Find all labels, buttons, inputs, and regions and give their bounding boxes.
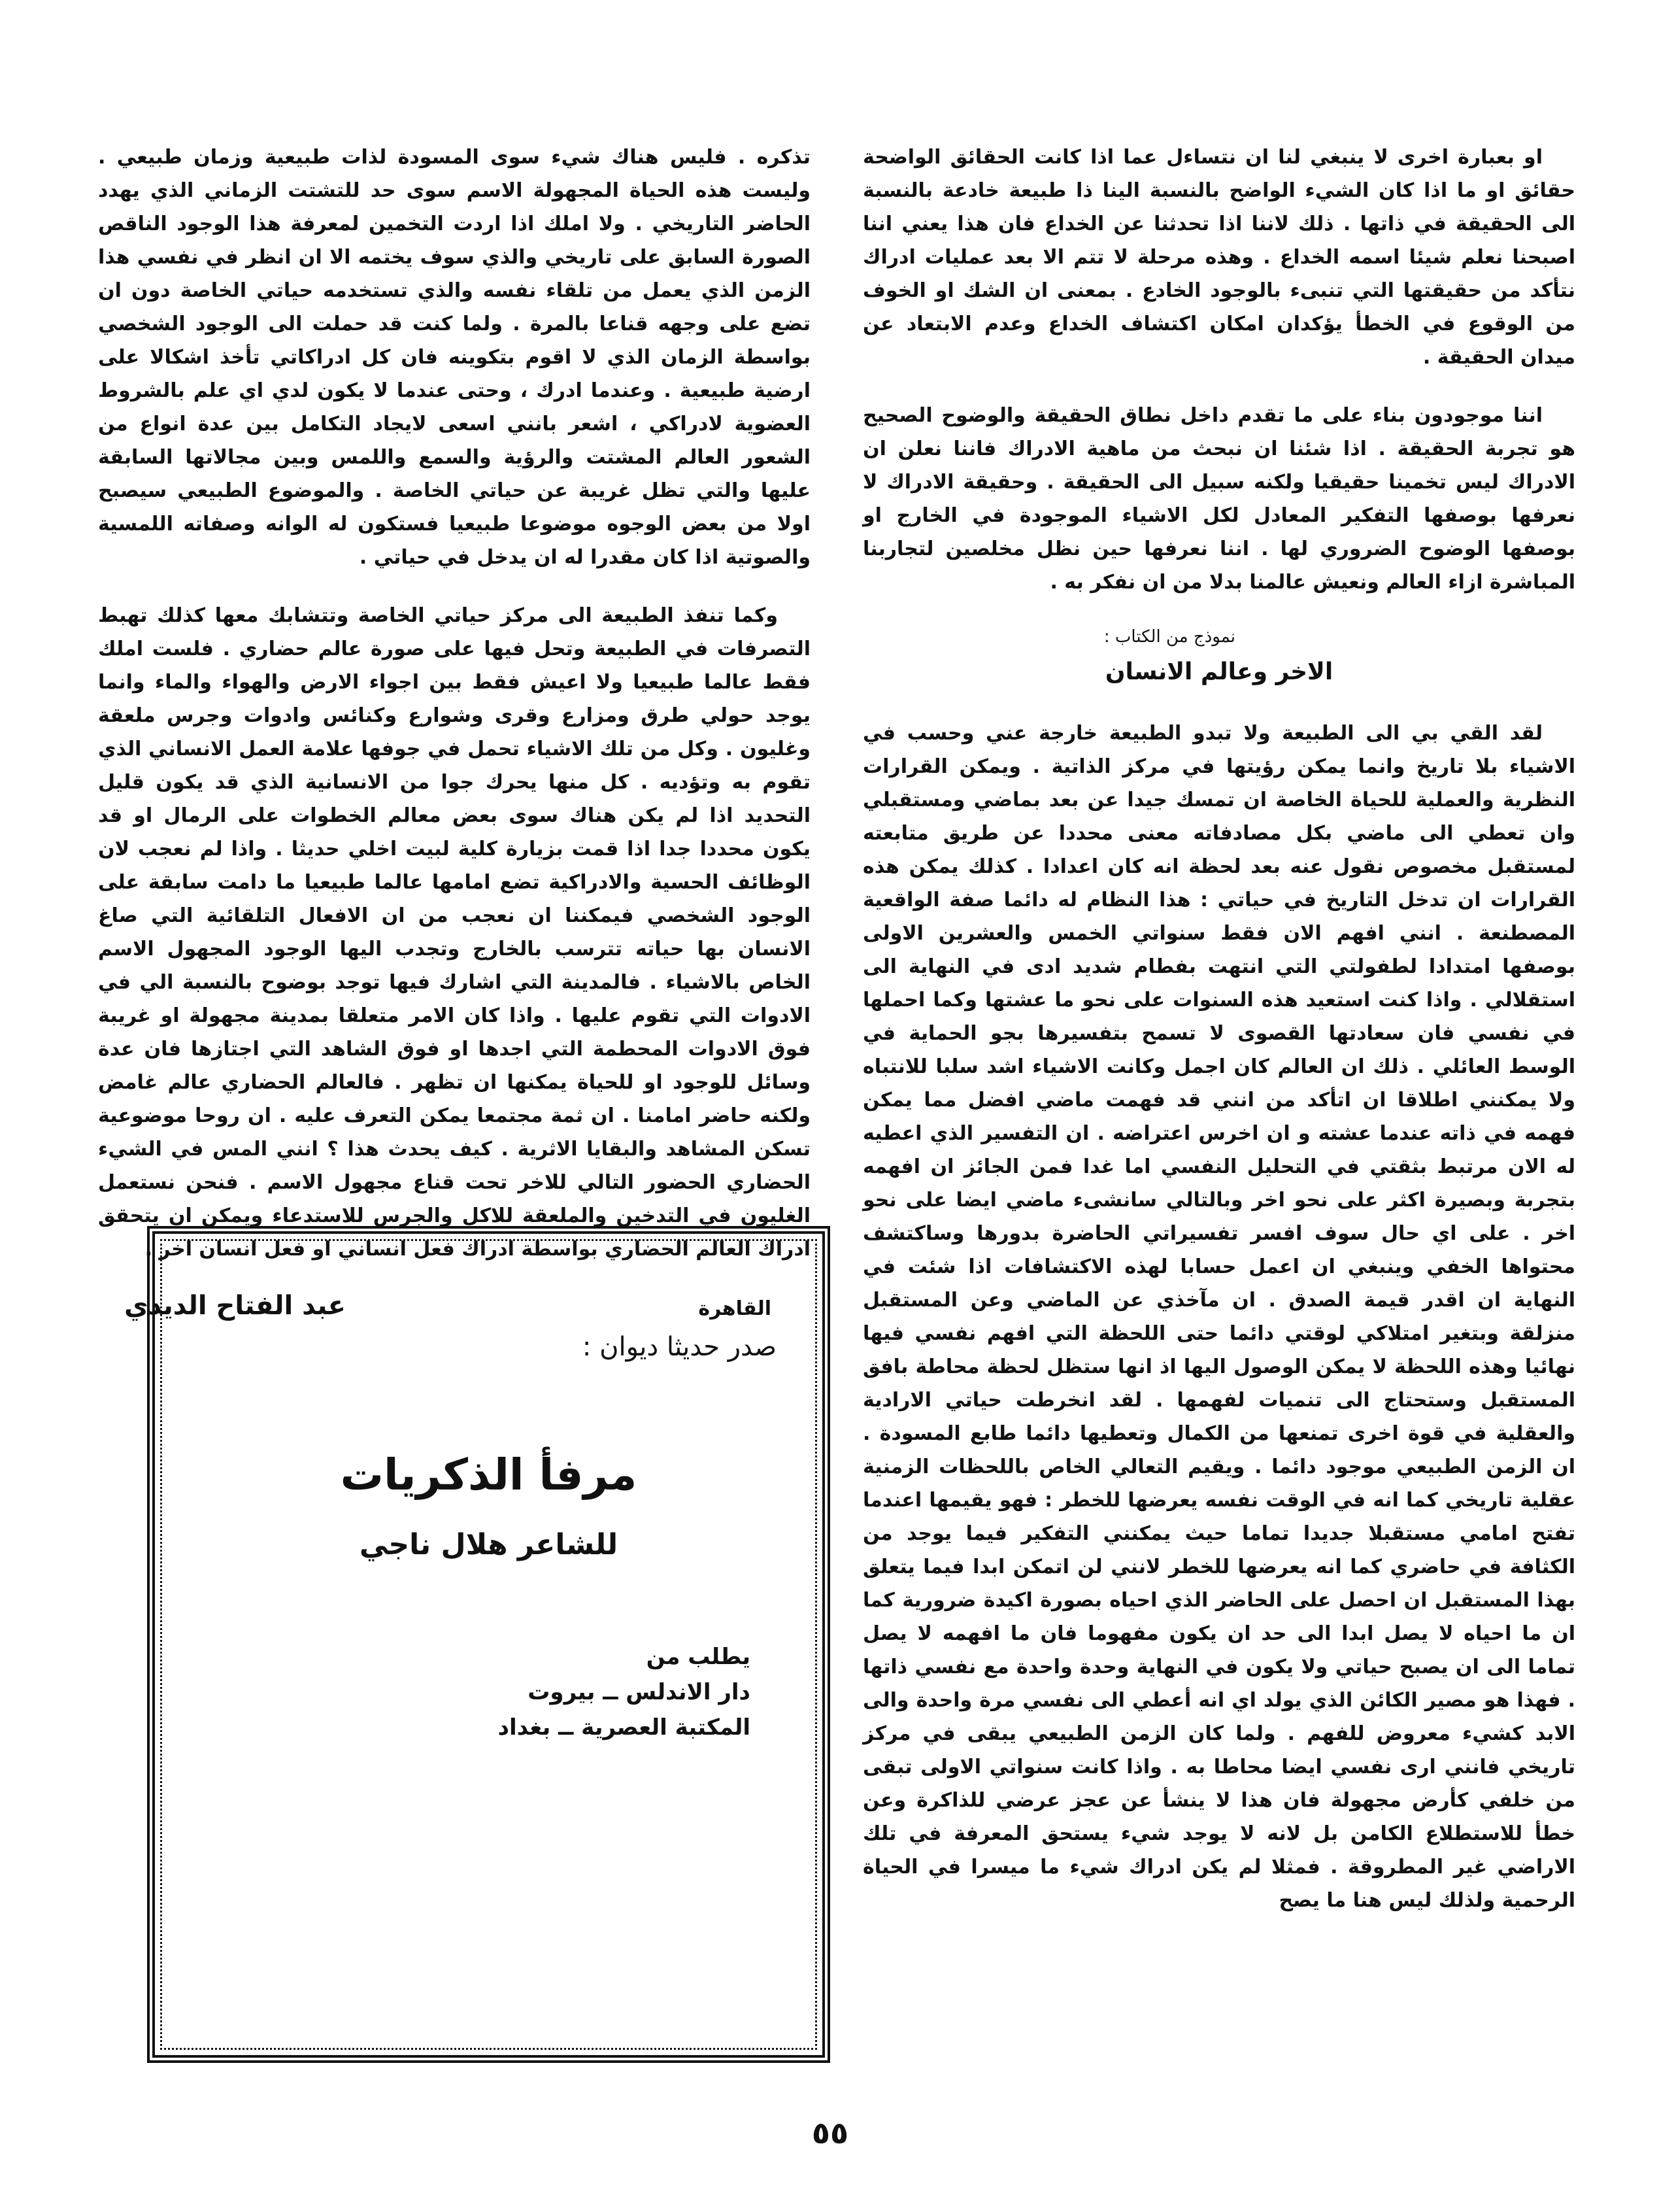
page-number: ٥٥ <box>811 2115 849 2151</box>
author-name: عبد الفتاح الديدي <box>124 1291 346 1321</box>
ad-order-heading: يطلب من <box>646 1644 750 1670</box>
book-advertisement <box>147 1226 830 2063</box>
ad-poet: للشاعر هلال ناجي <box>359 1528 618 1561</box>
ad-order-line-2: المكتبة العصرية ــ بغداد <box>497 1714 750 1741</box>
article-title: الاخر وعالم الانسان <box>1105 658 1333 685</box>
ad-order-info <box>498 1639 750 1745</box>
intro-paragraph-2: اننا موجودون بناء على ما تقدم داخل نطاق الحقيقة والوضوح الصحيح هو تجربة الحقيقة . اذا شئنا ان نبحث من ماهية الادراك فاننا نعلن ان الادراك ليس تخمينا حقيقيا ولكنه سبيل الى الحقيقة . وحقيقة الادراك لا نعرفها بوصفها التفكير المعادل لكل الاشياء الموجودة في الخارج او بوصفها الوضوح الضروري لها . اننا نعرفها حين نظل مخلصين لتجاربنا المباشرة ازاء العالم ونعيش عالمنا بدلا من ان نفكر به . <box>863 404 1575 594</box>
sample-label: نموذج من الكتاب : <box>1103 627 1235 647</box>
ad-book-title: مرفأ الذكريات <box>340 1450 637 1500</box>
ad-intro: صدر حديثا ديوان : <box>582 1332 777 1362</box>
article-paragraph-1: لقد القي بي الى الطبيعة ولا تبدو الطبيعة خارجة عني وحسب في الاشياء بلا تاريخ وانما يمكن رؤيتها في مركز الذاتية . ويمكن القرارات النظرية والعملية للحياة الخاصة ان تمسك جيدا عن بعد بماضي ومستقبلي وان تعطي الى ماضي بكل مصادفاته معنى محددا عن طريق متابعته لمستقبل مخصوص نقول عنه بعد لحظة انه كان اعدادا . كذلك يمكن هذه القرارات ان تدخل التاريخ في حياتي : هذا النظام له دائما صفة الواقعية المصطنعة . انني افهم الان فقط سنواتي الخمس والعشرين الاولى بوصفها امتدادا لطفولتي التي انتهت بفطام شديد ادى في النهاية الى استقلالي . واذا كنت استعيد هذه السنوات على نحو ما عشتها وكما احملها في نفسي فان سعادتها القصوى لا تسمح بتفسيرها بجو الحماية في الوسط العائلي . ذلك ان العالم كان اجمل وكانت الاشياء اشد سلبا للانتباه ولا يمكنني اطلاقا ان اتأكد من انني قد فهمت ماضي افضل مما يمكن فهمه في ذاته عندما عشته و ان اخرس اعتراضه . ان التفسير الذي اعطيه له الان مرتبط بثقتي في التحليل النفسي اما غدا فمن الجائز ان افهمه بتجربة وبصيرة اكثر على نحو اخر وبالتالي سانشىء ماضي ايضا على نحو اخر . على اي حال سوف افسر تفسيراتي الحاضرة بدورها وساكتشف محتواها الخفي وينبغي ان اعمل حسابا لهذه الاكتشافات اذا شئت في النهاية ان اقدر قيمة الصدق . ان مآخذي عن الماضي وعن المستقبل منزلقة وبتغير امتلاكي لوقتي دائما حتى اللحظة التي افهم نفسي فيها نهائيا وهذه اللحظة لا يمكن الوصول اليها اذ انها ستظل لحظة محاطة بافق المستقبل وستحتاج الى تنميات لفهمها . لقد انخرطت حياتي الارادية والعقلية في قوة اخرى تمنعها من الكمال وتعطيها دائما طابع المسودة . ان الزمن الطبيعي موجود دائما . ويقيم التعالي الخاص باللحظات الزمنية عقلية تاريخي كما انه في الوقت نفسه يعرضها للخطر : فهو يقيمها اعندما تفتح امامي مستقبلا جديدا تماما حيث يمكنني التفكير فيما يوجد من الكثافة في حاضري كما انه يعرضها للخطر لانني لن اتمكن ابدا فيما يتعلق بهذا المستقبل ان احصل على الحاضر الذي احياه بصورة اكيدة ضرورية كما ان ما احياه لا يصل ابدا الى حد ان يكون مفهوما فان ما افهمه لا يصل تماما الى ان يصبح حياتي ولا يكون في النهاية وحدة واحدة مع نفسي ذاتها . فهذا هو مصير الكائن الذي يولد اي انه أعطي الى نفسي مرة واحدة والى الابد كشيء معروض للفهم . ولما كان الزمن الطبيعي يبقى في مركز تاريخي فانني ارى نفسي ايضا محاطا به . واذا كانت سنواتي الاولى تبقى من خلفي كأرض مجهولة فان هذا لا ينشأ عن عجز عرضي للذاكرة وعن خطأ للاستطلاع الكامن بل لانه لا يوجد شيء يستحق المعرفة في تلك الاراضي غير المطروقة . فمثلا لم يكن ادراك شيء ما ميسرا في الحياة الرحمية ولذلك ليس هنا ما يصح <box>863 722 1575 1912</box>
ad-order-line-1: دار الاندلس ــ بيروت <box>528 1679 750 1705</box>
continued-paragraph-1: تذكره . فليس هناك شيء سوى المسودة لذات طبيعية وزمان طبيعي . وليست هذه الحياة المجهولة الاسم سوى حد للتشتت الزماني الذي يهدد الحاضر التاريخي . ولا املك اذا اردت التخمين لمعرفة هذا الوجود الناقص الصورة السابق على تاريخي والذي سوف يختمه الا ان انظر في نفسي هذا الزمن الذي يعمل من تلقاء نفسه والذي تستخدمه حياتي الخاصة دون ان تضع على وجهه قناعا بالمرة . ولما كنت قد حملت الى الوجود الشخصي بواسطة الزمان الذي لا اقوم بتكوينه فان كل ادراكاتي تأخذ اشكالا على ارضية طبيعية . وعندما ادرك ، وحتى عندما لا يكون لدي اي علم بالشروط العضوية لادراكي ، اشعر بانني اسعى لايجاد التكامل بين عدة انواع من الشعور العالم المشتت والرؤية والسمع واللمس وبين مجالاتها السابقة عليها والتي تظل غريبة عن حياتي الخاصة . والموضوع الطبيعي سيصبح اولا من بعض الوجوه موضوعا طبيعيا فستكون له الوانه وصفاته اللمسية والصوتية اذا كان مقدرا له ان يدخل في حياتي . <box>98 146 811 569</box>
continued-paragraph-2: وكما تنفذ الطبيعة الى مركز حياتي الخاصة وتتشابك معها كذلك تهبط التصرفات في الطبيعة وتحل فيها على صورة عالم حضاري . فلست املك فقط عالما طبيعيا ولا اعيش فقط بين اجواء الارض والهواء والماء وانما يوجد حولي طرق ومزارع وقرى وشوارع وكنائس وادوات وجرس ملعقة وغليون . وكل من تلك الاشياء تحمل في جوفها علامة العمل الانساني الذي تقوم به وتؤديه . كل منها يحرك جوا من الانسانية الذي قد يكون قليل التحديد اذا لم يكن هناك سوى بعض معالم الخطوات على الرمال او قد يكون محددا جدا اذا قمت بزيارة كلية لبيت اخلي حديثا . واذا لم نعجب لان الوظائف الحسية والادراكية تضع امامها عالما طبيعيا ما دامت سابقة على الوجود الشخصي فيمكننا ان نعجب من ان الافعال التلقائية التي صاغ الانسان بها حياته تترسب بالخارج وتجدب اليها الوجود المجهول الاسم الخاص بالاشياء . فالمدينة التي اشارك فيها توجد بوضوح بالنسبة الي في الادوات التي تقوم عليها . واذا كان الامر متعلقا بمدينة مجهولة او غريبة فوق الادوات المحطمة التي اجدها او فوق الشاهد التي اجتازها فان عدة وسائل للوجود او للحياة يمكنها ان تظهر . فالعالم الحضاري عالم غامض ولكنه حاضر امامنا . ان ثمة مجتمعا يمكن التعرف عليه . ان روحا موضوعية تسكن المشاهد والبقايا الاثرية . كيف يحدث هذا ؟ انني المس في الشيء الحضاري الحضور التالي للاخر تحت قناع مجهول الاسم . فنحن نستعمل الغليون في التدخين والملعقة للاكل والجرس للاستدعاء ويمكن ان يتحقق ادراك العالم الحضاري بواسطة ادراك فعل انساني او فعل انسان اخر . <box>98 604 811 1261</box>
left-column <box>98 141 811 1336</box>
right-column <box>863 141 1575 1942</box>
city-name: القاهرة <box>698 1297 771 1320</box>
intro-paragraph-1: او بعبارة اخرى لا ينبغي لنا ان نتساءل عما اذا كانت الحقائق الواضحة حقائق او ما اذا كان الشيء الواضح بالنسبة الينا ذا طبيعة خادعة بالنسبة الى الحقيقة في ذاتها . ذلك لاننا اذا تحدثنا عن الخداع فان هذا يعني اننا اصبحنا نعلم شيئا اسمه الخداع . وهذه مرحلة لا تتم الا بعد عمليات ادراك نتأكد من حقيقتها التي تنبىء بالوجود الخادع . بمعنى ان الشك او الخوف من الوقوع في الخطأ يؤكدان امكان اكتشاف الخداع وعدم الابتعاد عن ميدان الحقيقة . <box>863 146 1575 369</box>
